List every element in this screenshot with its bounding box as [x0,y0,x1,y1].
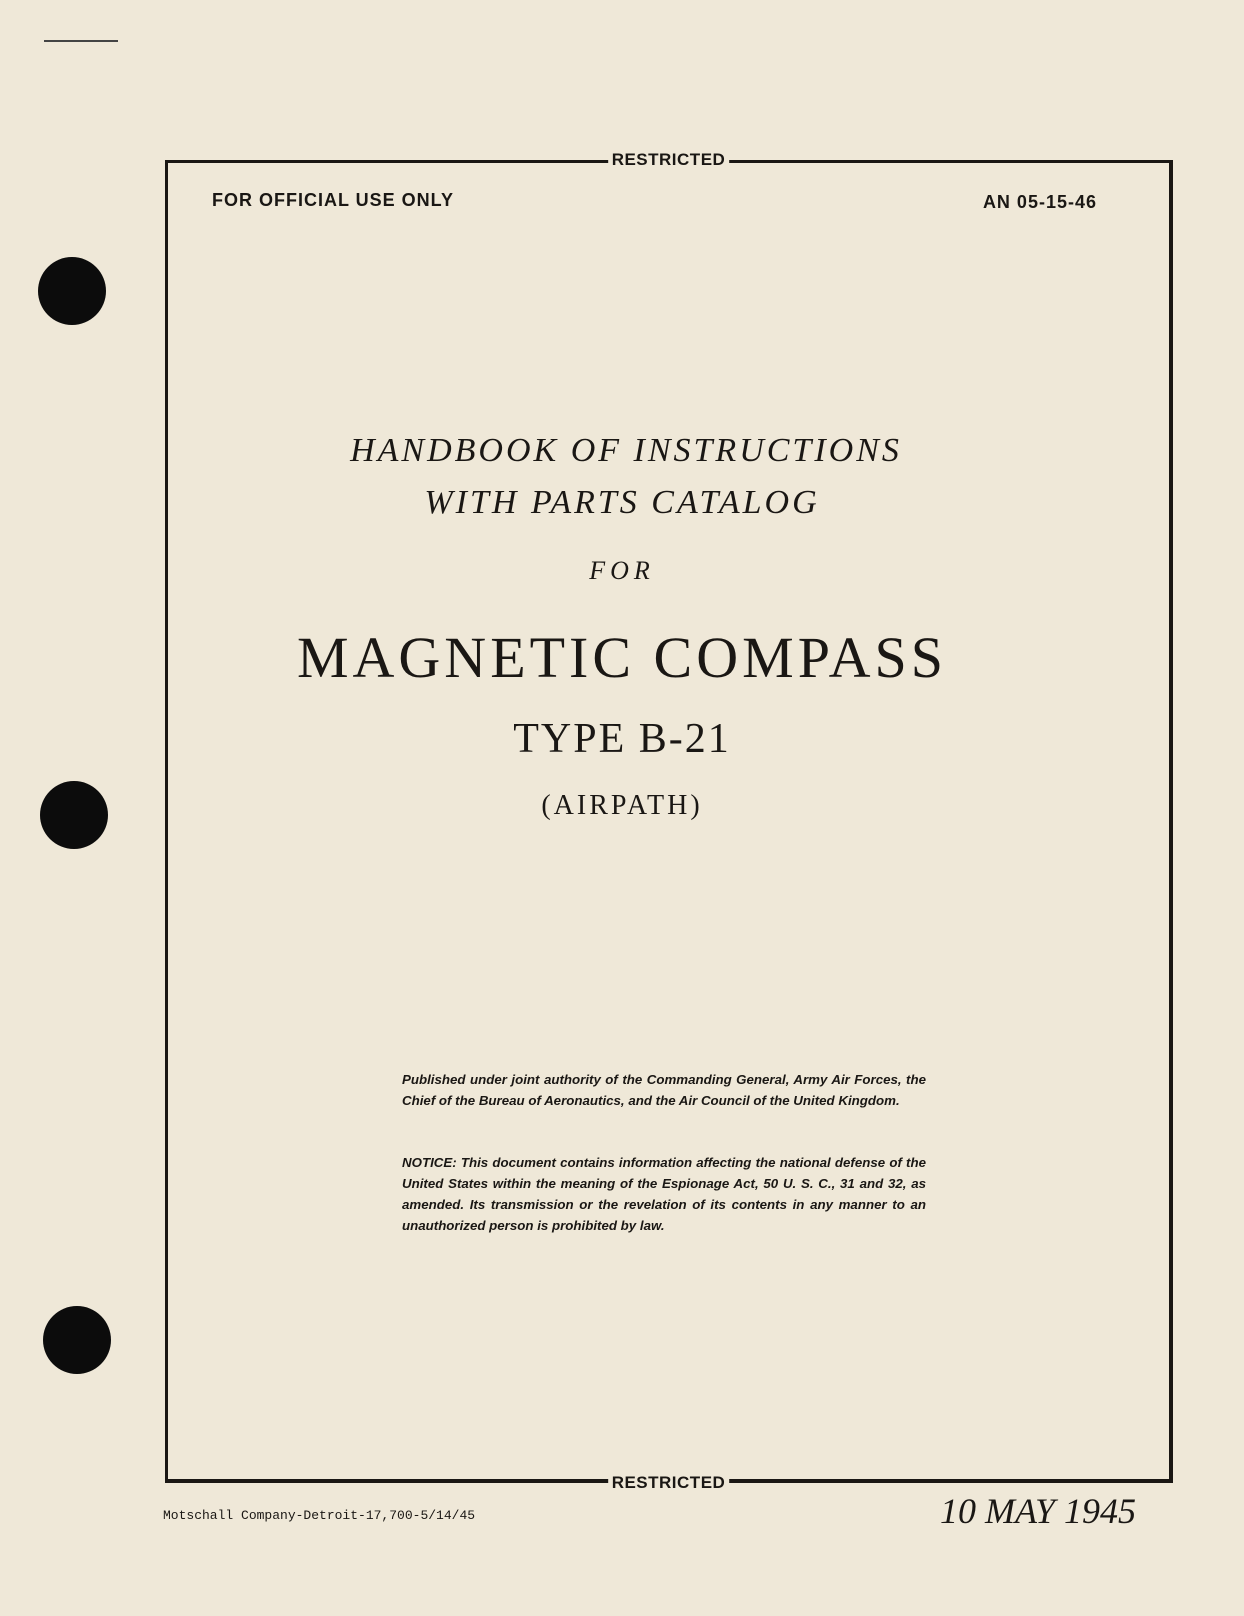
espionage-notice: NOTICE: This document contains information affecting the national defense of the United States within the meaning of the Espionage Act, 50 U. S. C., 31 and 32, as amended. Its transmission or the revelation of its contents in any manner to an unauthorized person is prohibited by law. [402,1155,926,1233]
pencil-mark [44,40,118,42]
type-designation: TYPE B-21 [513,716,731,762]
subject-title: MAGNETIC COMPASS [296,625,948,690]
binder-hole [38,257,106,325]
binder-hole [43,1306,111,1374]
manufacturer: (AIRPATH) [541,790,703,821]
authority-statement: Published under joint authority of the Commanding General, Army Air Forces, the Chief of the Bureau of Aeronautics, and the Air Council of the United Kingdom. [402,1072,926,1108]
title-for: FOR [589,556,655,585]
title-line-2: WITH PARTS CATALOG [424,484,820,521]
document-number: AN 05-15-46 [982,192,1097,212]
title-line-1: HANDBOOK OF INSTRUCTIONS [350,432,902,469]
use-notice: FOR OFFICIAL USE ONLY [212,190,455,210]
publication-date: 10 MAY 1945 [940,1491,1137,1531]
classification-top: RESTRICTED [608,150,730,170]
printer-imprint: Motschall Company-Detroit-17,700-5/14/45 [163,1508,476,1523]
classification-bottom: RESTRICTED [608,1473,730,1493]
